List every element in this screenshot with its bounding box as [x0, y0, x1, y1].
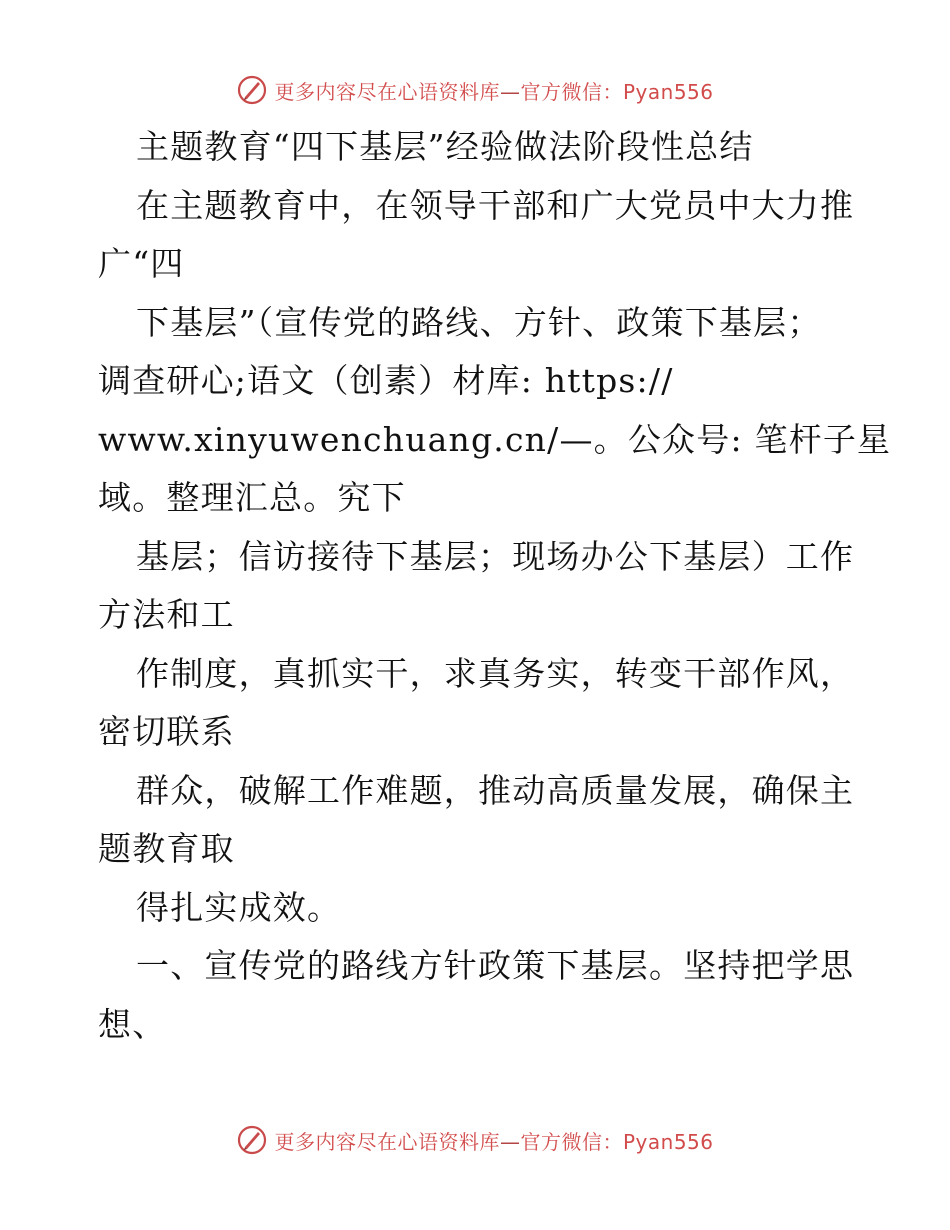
text-line: www.xinyuwenchuang.cn/—。公众号: 笔杆子星: [98, 419, 892, 459]
banner-slogan: 更多内容尽在心语资料库: [274, 1129, 500, 1154]
header-watermark-banner: [0, 70, 950, 110]
banner-label: 官方微信：: [520, 1129, 623, 1154]
text-line: 想、: [98, 1004, 167, 1044]
text-line: 调查研心;语文（创素）材库: https://: [98, 361, 674, 400]
quill-pen-seal-icon: [236, 1124, 268, 1156]
text-line: 作制度，真抓实干，求真务实，转变干部作风，: [136, 653, 855, 693]
banner-slogan: 更多内容尽在心语资料库: [274, 79, 500, 104]
text-line: 基层；信访接待下基层；现场办公下基层）工作: [136, 536, 855, 576]
text-line: 群众，破解工作难题，推动高质量发展，确保主: [136, 770, 855, 810]
text-line: 密切联系: [98, 712, 235, 751]
banner-separator: —: [499, 79, 521, 104]
text-line: 广“四: [98, 244, 185, 283]
banner-label: 官方微信：: [520, 79, 623, 104]
footer-watermark-banner: [0, 1120, 950, 1160]
text-line: 在主题教育中，在领导干部和广大党员中大力推: [136, 185, 855, 225]
quill-pen-seal-icon: [236, 74, 268, 106]
banner-account: Pyan556: [622, 79, 714, 104]
text-line: 方法和工: [98, 595, 235, 634]
text-line: 得扎实成效。: [136, 887, 342, 927]
text-line: 下基层”（宣传党的路线、方针、政策下基层；: [136, 302, 822, 342]
text-line: 域。整理汇总。究下: [98, 478, 406, 517]
document-title: 主题教育“四下基层”经验做法阶段性总结: [136, 127, 754, 166]
text-line: 题教育取: [98, 829, 235, 868]
document-body: [98, 118, 892, 1054]
section-heading-line: 一、宣传党的路线方针政策下基层。坚持把学思: [136, 946, 855, 985]
banner-account: Pyan556: [622, 1129, 714, 1154]
banner-separator: —: [499, 1129, 521, 1154]
